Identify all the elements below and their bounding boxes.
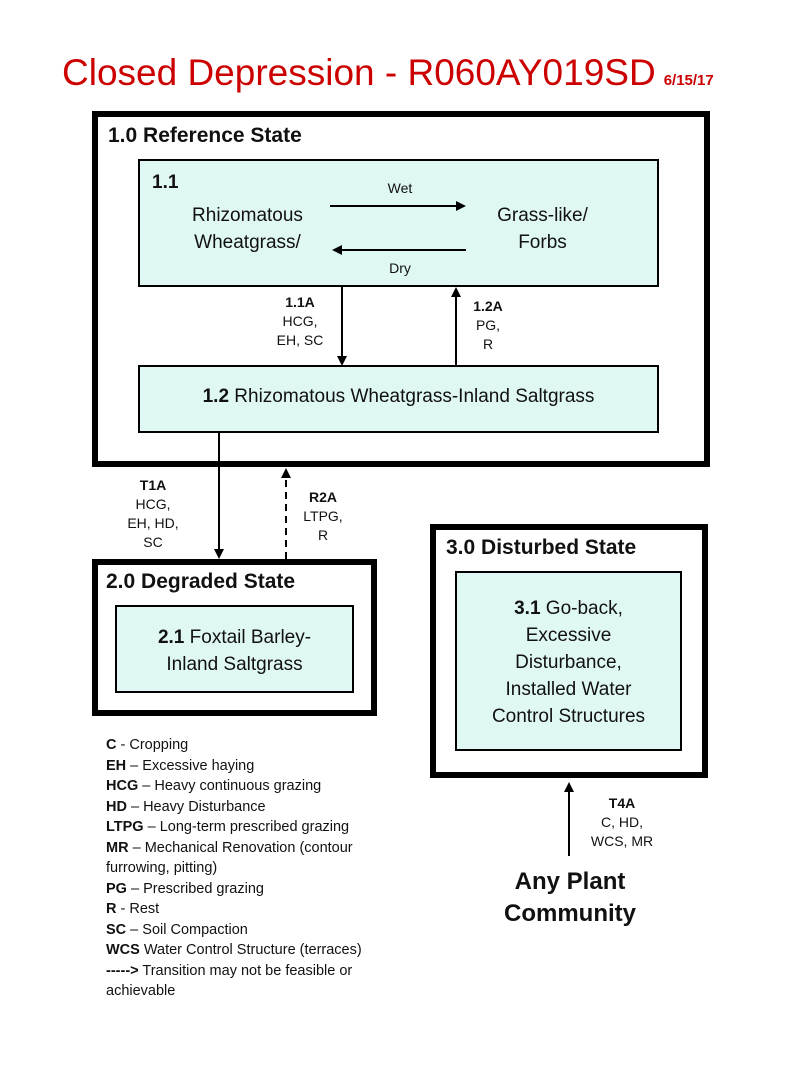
community-1-2-name: Rhizomatous Wheatgrass-Inland Saltgrass bbox=[234, 386, 595, 407]
legend-separator: – bbox=[143, 819, 160, 835]
transition-r2a-line1: LTPG, bbox=[303, 508, 343, 524]
community-2-1-line1: Foxtail Barley- bbox=[189, 627, 312, 648]
community-3-1-line5: Control Structures bbox=[491, 706, 646, 727]
legend-desc: Cropping bbox=[129, 737, 189, 753]
transition-1-1a-code: 1.1A bbox=[285, 294, 315, 310]
legend-desc: Rest bbox=[129, 901, 160, 917]
legend-separator: – bbox=[126, 798, 144, 815]
legend-desc: Transition may not be feasible or achievable bbox=[106, 962, 353, 999]
community-2-1-line2: Inland Saltgrass bbox=[166, 654, 303, 675]
legend-desc: Heavy continuous grazing bbox=[154, 778, 322, 794]
any-plant-line2: Community bbox=[504, 900, 636, 927]
transition-t4a-line1: C, HD, bbox=[601, 814, 643, 830]
legend-desc: Heavy Disturbance bbox=[143, 798, 266, 815]
legend-abbr: SC bbox=[106, 921, 127, 938]
community-1-1-right-line1: Grass-like/ bbox=[497, 205, 588, 226]
transition-r2a-line2: R bbox=[317, 527, 329, 543]
legend-abbr: -----> bbox=[106, 962, 139, 979]
community-1-1-right-line2: Forbs bbox=[518, 232, 567, 253]
dry-label: Dry bbox=[389, 260, 411, 276]
community-3-1-line1: Go-back, bbox=[545, 598, 623, 619]
legend-abbr: PG bbox=[106, 880, 127, 897]
community-1-2-number: 1.2 bbox=[202, 386, 230, 407]
community-1-1-number: 1.1 bbox=[152, 172, 179, 193]
legend-abbr: R bbox=[106, 901, 117, 917]
legend-desc: Long-term prescribed grazing bbox=[159, 819, 350, 835]
transition-t4a-code: T4A bbox=[608, 795, 636, 811]
transition-1-1a-line2: EH, SC bbox=[276, 332, 324, 348]
transition-t1a-line3: SC bbox=[143, 534, 163, 550]
state-1-title: 1.0 Reference State bbox=[108, 124, 302, 147]
title-date: 6/15/17 bbox=[663, 72, 714, 89]
any-plant-line1: Any Plant bbox=[514, 868, 626, 895]
legend-separator: – bbox=[126, 757, 143, 774]
legend-separator: – bbox=[128, 839, 145, 856]
transition-1-2a-code: 1.2A bbox=[473, 298, 503, 314]
legend-separator: - bbox=[116, 901, 130, 917]
legend-separator: - bbox=[116, 737, 130, 753]
community-1-1-left-line2: Wheatgrass/ bbox=[194, 232, 301, 253]
legend-abbr: WCS bbox=[106, 942, 140, 958]
legend-desc: Mechanical Renovation (contour furrowing, pitting) bbox=[106, 839, 353, 876]
transition-1-2a-line2: R bbox=[482, 336, 494, 352]
transition-r2a-code: R2A bbox=[308, 489, 337, 505]
legend-desc: Prescribed grazing bbox=[143, 880, 264, 897]
state-2-title: 2.0 Degraded State bbox=[106, 570, 296, 593]
legend-desc: Water Control Structure (terraces) bbox=[143, 942, 362, 958]
legend-separator: – bbox=[126, 921, 143, 938]
community-3-1-line3: Disturbance, bbox=[515, 652, 622, 673]
community-1-1-left-line1: Rhizomatous bbox=[192, 205, 303, 226]
transition-1-2a-line1: PG, bbox=[475, 317, 501, 333]
transition-t1a-line2: EH, HD, bbox=[127, 515, 179, 531]
title-text: Closed Depression - R060AY019SD bbox=[62, 52, 656, 93]
legend-separator: – bbox=[126, 880, 144, 897]
legend-abbr: MR bbox=[106, 839, 129, 856]
transition-t1a-code: T1A bbox=[139, 477, 167, 493]
state-3-title: 3.0 Disturbed State bbox=[446, 536, 637, 559]
legend-abbr: C bbox=[106, 737, 117, 753]
legend-abbr: HCG bbox=[106, 778, 139, 794]
legend-abbr: EH bbox=[106, 757, 127, 774]
community-3-1-number: 3.1 bbox=[514, 598, 541, 619]
community-3-1-line4: Installed Water bbox=[505, 679, 632, 700]
transition-t4a-line2: WCS, MR bbox=[590, 833, 654, 849]
community-3-1-line2: Excessive bbox=[525, 625, 612, 646]
legend-abbr: LTPG bbox=[106, 819, 144, 835]
legend-desc: Soil Compaction bbox=[142, 921, 248, 938]
wet-label: Wet bbox=[387, 180, 413, 196]
community-2-1-number: 2.1 bbox=[157, 627, 185, 648]
transition-1-1a-line1: HCG, bbox=[282, 313, 318, 329]
legend-desc: Excessive haying bbox=[142, 757, 255, 774]
legend-separator: – bbox=[138, 778, 155, 794]
legend-abbr: HD bbox=[106, 798, 127, 815]
transition-t1a-line1: HCG, bbox=[135, 496, 171, 512]
